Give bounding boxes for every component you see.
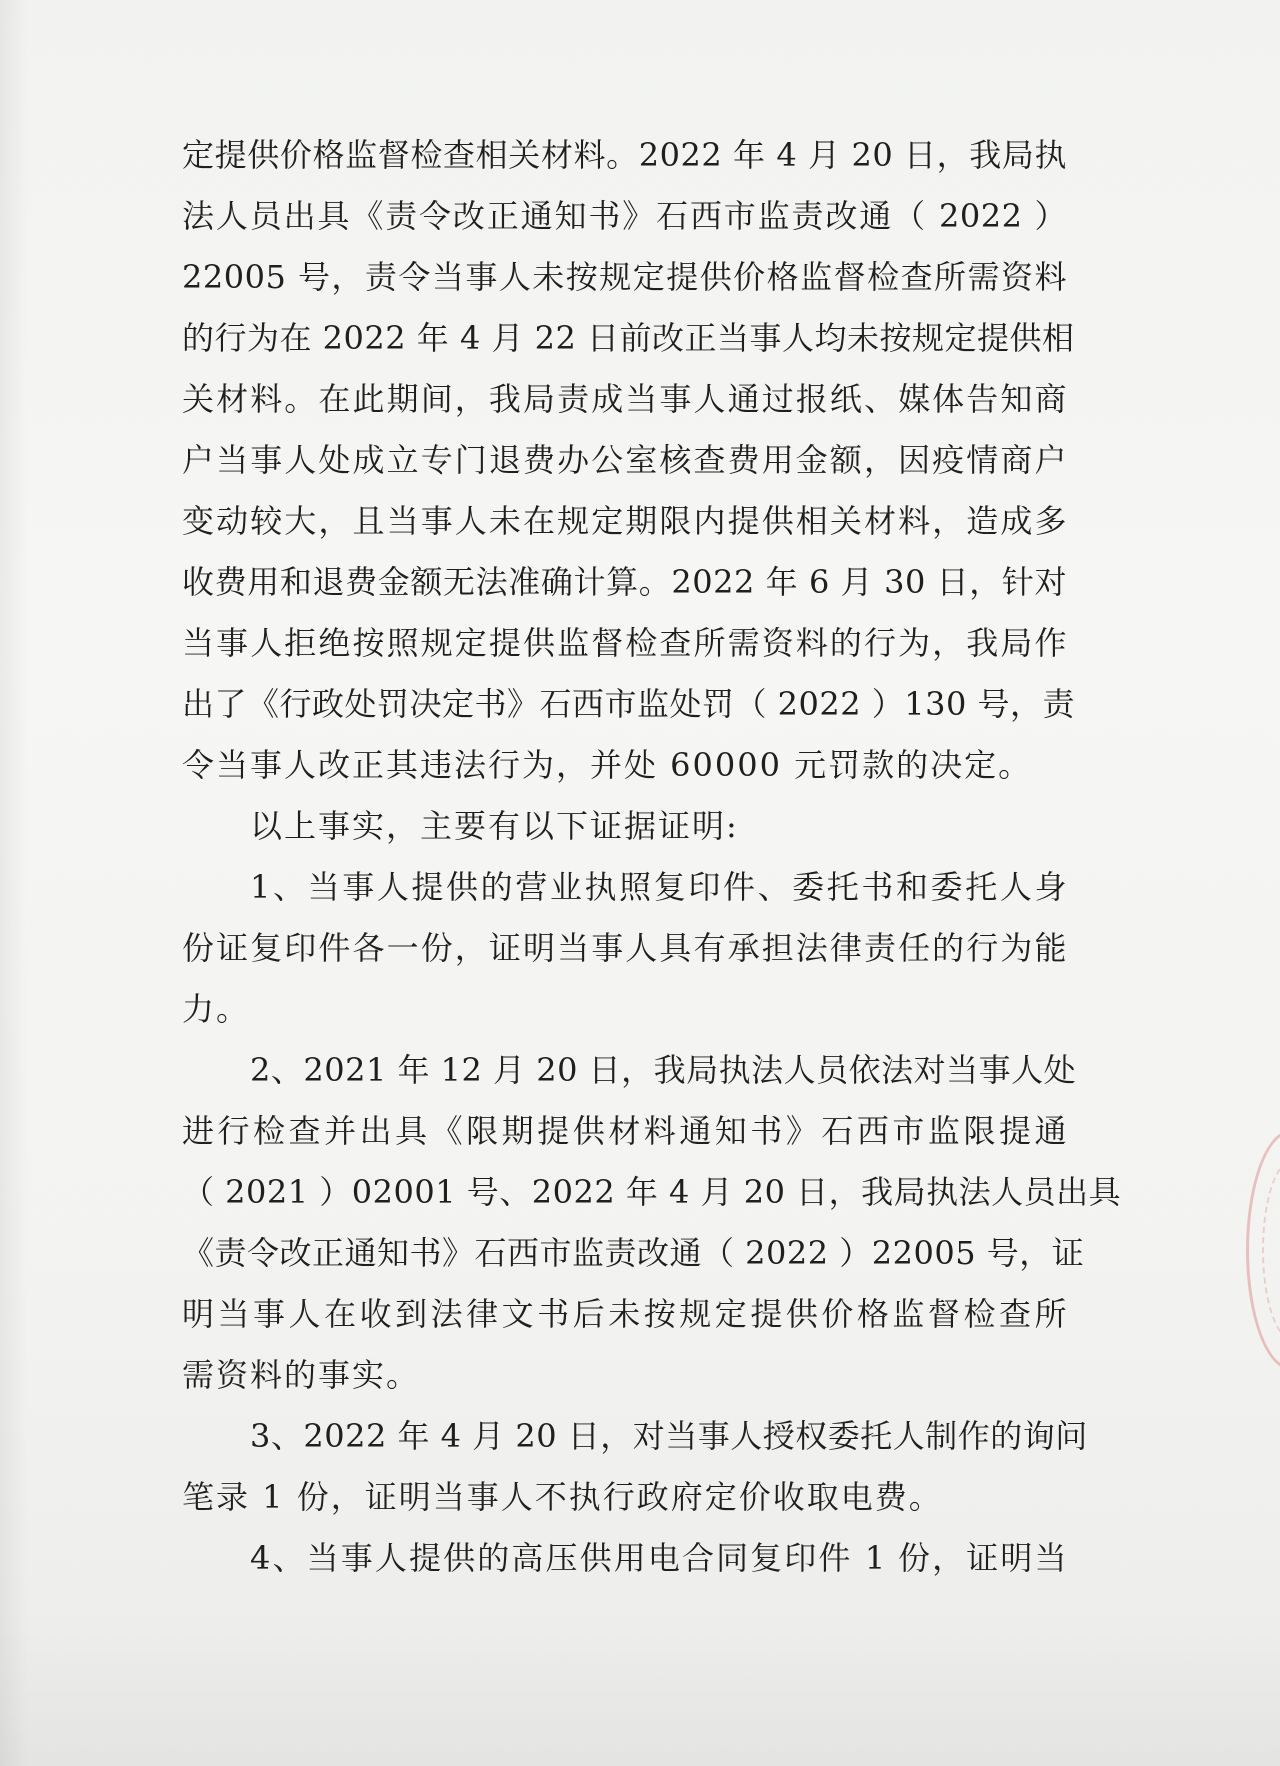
text-line: 进行检查并出具《限期提供材料通知书》石西市监限提通 (182, 1112, 1067, 1150)
text-line: 变动较大，且当事人未在规定期限内提供相关材料，造成多 (182, 502, 1067, 540)
evidence-item-3: 3、2022 年 4 月 20 日，对当事人授权委托人制作的询问 (250, 1417, 1088, 1455)
evidence-item-2: 2、2021 年 12 月 20 日，我局执法人员依法对当事人处 (250, 1051, 1077, 1089)
evidence-intro: 以上事实，主要有以下证据证明: (250, 807, 739, 845)
text-line: 法人员出具《责令改正通知书》石西市监责改通（ 2022 ） (182, 197, 1067, 235)
text-line: 户当事人处成立专门退费办公室核查费用金额，因疫情商户 (182, 441, 1067, 479)
text-line: 出了《行政处罚决定书》石西市监处罚（ 2022 ）130 号，责 (182, 685, 1076, 723)
text-line: 明当事人在收到法律文书后未按规定提供价格监督检查所 (182, 1295, 1067, 1333)
page-edge-shadow (0, 0, 28, 1766)
text-line: 的行为在 2022 年 4 月 22 日前改正当事人均未按规定提供相 (182, 319, 1075, 357)
text-line: 《责令改正通知书》石西市监责改通（ 2022 ）22005 号，证 (182, 1234, 1085, 1272)
evidence-item-1: 1、当事人提供的营业执照复印件、委托书和委托人身 (250, 868, 1067, 906)
text-line: 当事人拒绝按照规定提供监督检查所需资料的行为，我局作 (182, 624, 1067, 662)
text-line: 22005 号，责令当事人未按规定提供价格监督检查所需资料 (182, 258, 1067, 296)
text-line: 份证复印件各一份，证明当事人具有承担法律责任的行为能 (182, 929, 1067, 967)
document-body (182, 125, 1122, 1589)
text-line: 收费用和退费金额无法准确计算。2022 年 6 月 30 日，针对 (182, 563, 1067, 601)
text-line: 定提供价格监督检查相关材料。2022 年 4 月 20 日，我局执 (182, 136, 1067, 174)
text-line: 笔录 1 份，证明当事人不执行政府定价收取电费。 (182, 1478, 943, 1516)
text-line: 令当事人改正其违法行为，并处 60000 元罚款的决定。 (182, 746, 1033, 784)
text-line: 关材料。在此期间，我局责成当事人通过报纸、媒体告知商 (182, 380, 1067, 418)
page-bottom-shadow (0, 1606, 1280, 1766)
text-line: 需资料的事实。 (182, 1356, 421, 1394)
text-line: （ 2021 ）02001 号、2022 年 4 月 20 日，我局执法人员出具 (182, 1173, 1122, 1211)
text-line: 力。 (182, 990, 251, 1028)
evidence-item-4: 4、当事人提供的高压供用电合同复印件 1 份，证明当 (250, 1539, 1067, 1577)
